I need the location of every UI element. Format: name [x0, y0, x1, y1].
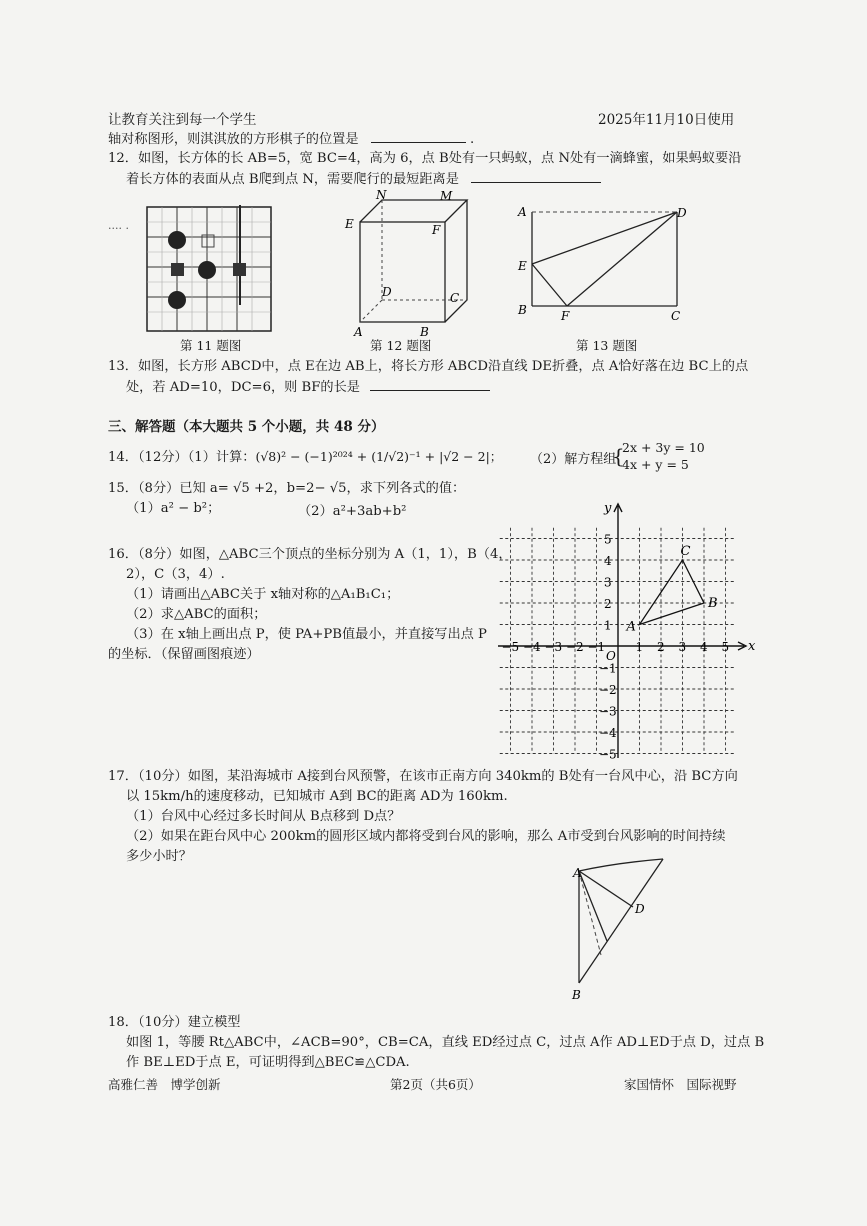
- y-tick-label: 1: [604, 618, 612, 633]
- point-label: C: [680, 544, 691, 559]
- q14-eq2: 4x + y = 5: [622, 457, 689, 472]
- q14-eq1: 2x + 3y = 10: [622, 440, 705, 455]
- q16-part2: （2）求△ABC的面积；: [126, 607, 267, 622]
- q16-part1: （1）请画出△ABC关于 x轴对称的△A₁B₁C₁；: [126, 587, 400, 602]
- fig12-caption: 第 12 题图: [370, 338, 432, 353]
- point-label: B: [708, 596, 718, 611]
- q11-answer-blank: [371, 130, 466, 143]
- label-A: A: [573, 866, 582, 880]
- q17-part2b: 多少小时？: [126, 849, 192, 864]
- fig13-rectangle: [512, 198, 692, 323]
- section3-title: 三、解答题（本大题共 5 个小题，共 48 分）: [108, 419, 385, 435]
- q14-brace: {: [612, 444, 625, 468]
- label-B: B: [572, 988, 581, 1002]
- header-date: 2025年11月10日使用: [598, 112, 735, 128]
- q17-part2: （2）如果在距台风中心 200km的圆形区域内都将受到台风的影响，那么 A市受到台风影响的时间持续: [126, 829, 726, 844]
- q13-answer-blank: [370, 378, 490, 391]
- q18-title: 18．（10分）建立模型: [108, 1015, 241, 1030]
- x-tick-label: 2: [657, 640, 665, 654]
- q13-line1: 13．如图，长方形 ABCD中，点 E在边 AB上，将长方形 ABCD沿直线 DE折叠，点 A恰好落在边 BC上的点: [108, 359, 749, 374]
- y-tick-label: 2: [604, 597, 612, 611]
- fig12-cuboid: [340, 190, 470, 338]
- q15-part1: （1）a² − b²；: [126, 501, 221, 516]
- label-C: C: [671, 309, 681, 323]
- q14-prefix: 14．（12分）（1）计算：: [108, 450, 256, 465]
- y-axis-label: y: [604, 501, 612, 516]
- q14-part1: [108, 448, 502, 467]
- label-F: F: [432, 223, 441, 237]
- label-A: A: [354, 325, 363, 338]
- q12-line1: 12．如图，长方体的长 AB=5，宽 BC=4，高为 6，点 B处有一只蚂蚁，点 N处有一滴蜂蜜，如果蚂蚁要沿: [108, 151, 742, 166]
- label-D: D: [382, 285, 392, 299]
- q18-line3: 作 BE⊥ED于点 E，可证明得到△BEC≌△CDA.: [126, 1055, 410, 1070]
- x-tick-label: 5: [721, 640, 730, 654]
- y-tick-label: −4: [599, 726, 617, 740]
- x-tick-label: 4: [700, 640, 708, 654]
- fig11-board: [145, 205, 275, 335]
- footer-right: 家国情怀 国际视野: [624, 1077, 737, 1092]
- q17-line2: 以 15km/h的速度移动，已知城市 A到 BC的距离 AD为 160km.: [126, 789, 508, 804]
- footer-left: 高雅仁善 博学创新: [108, 1077, 221, 1092]
- q13-line2-text: 处，若 AD=10，DC=6，则 BF的长是: [126, 380, 360, 395]
- label-N: N: [376, 190, 387, 202]
- q16-part3: （3）在 x轴上画出点 P，使 PA+PB值最小，并直接写出点 P: [126, 627, 487, 642]
- y-tick-label: 5: [604, 532, 612, 547]
- header-motto: 让教育关注到每一个学生: [108, 112, 257, 128]
- label-C: C: [450, 291, 460, 305]
- label-M: M: [440, 190, 453, 203]
- y-tick-label: 4: [604, 554, 612, 568]
- label-D: D: [677, 206, 687, 220]
- x-axis-label: x: [748, 639, 756, 654]
- label-A: A: [518, 205, 527, 219]
- origin-label: O: [606, 649, 616, 663]
- x-tick-label: −5: [501, 640, 520, 654]
- coordinate-grid: [486, 500, 766, 762]
- q12-line2-text: 着长方体的表面从点 B爬到点 N，需要爬行的最短距离是: [126, 172, 459, 187]
- q17-part1: （1）台风中心经过多长时间从 B点移到 D点？: [126, 809, 401, 824]
- triangle-abc: [640, 560, 705, 625]
- label-E: E: [345, 217, 354, 231]
- fig13-caption: 第 13 题图: [576, 338, 638, 353]
- x-tick-label: 3: [678, 640, 687, 654]
- label-D: D: [635, 902, 645, 916]
- x-tick-label: −3: [544, 640, 563, 654]
- y-tick-label: −3: [599, 704, 617, 719]
- q12-line2: [126, 170, 601, 189]
- x-tick-label: −1: [587, 640, 606, 654]
- x-tick-label: −4: [523, 640, 541, 654]
- q16-part3b: 的坐标．（保留画图痕迹）: [108, 647, 260, 662]
- x-tick-label: 1: [635, 640, 644, 654]
- q16-line1: 16．（8分）如图，△ABC三个顶点的坐标分别为 A（1，1），B（4，: [108, 547, 512, 562]
- fig17-typhoon: [565, 855, 675, 1003]
- q11-tail-text: 轴对称图形，则淇淇放的方形棋子的位置是: [108, 132, 359, 147]
- q12-answer-blank: [471, 170, 601, 183]
- q17-line1: 17．（10分）如图，某沿海城市 A接到台风预警，在该市正南方向 340km的 B处有一台风中心，沿 BC方向: [108, 769, 738, 784]
- label-B: B: [518, 303, 527, 317]
- q13-line2: [126, 378, 490, 397]
- q15-part2: （2）a²+3ab+b²: [298, 504, 407, 519]
- label-B: B: [420, 325, 429, 338]
- y-tick-label: 3: [604, 575, 612, 590]
- q11-tail: 轴对称图形，则淇淇放的方形棋子的位置是 .: [108, 132, 475, 147]
- q14-part2-label: （2）解方程组: [530, 452, 617, 467]
- y-tick-label: −5: [599, 747, 617, 762]
- q16-line2: 2），C（3，4）.: [126, 567, 225, 582]
- q14-expression: (√8)² − (−1)²⁰²⁴ + (1/√2)⁻¹ + |√2 − 2|；: [255, 449, 503, 464]
- q15-line1: 15．（8分）已知 a= √5 +2，b=2− √5，求下列各式的值：: [108, 481, 466, 496]
- footer-page: 第2页（共6页）: [390, 1077, 481, 1092]
- y-tick-label: −2: [599, 683, 617, 697]
- x-tick-label: −2: [566, 640, 584, 654]
- fig11-caption: 第 11 题图: [180, 338, 242, 353]
- q18-line2: 如图 1，等腰 Rt△ABC中，∠ACB=90°，CB=CA，直线 ED经过点 C，过点 A作 AD⊥ED于点 D，过点 B: [126, 1035, 765, 1050]
- y-tick-label: −1: [599, 661, 617, 676]
- label-F: F: [561, 309, 570, 323]
- point-label: A: [626, 619, 636, 635]
- label-E: E: [518, 259, 527, 273]
